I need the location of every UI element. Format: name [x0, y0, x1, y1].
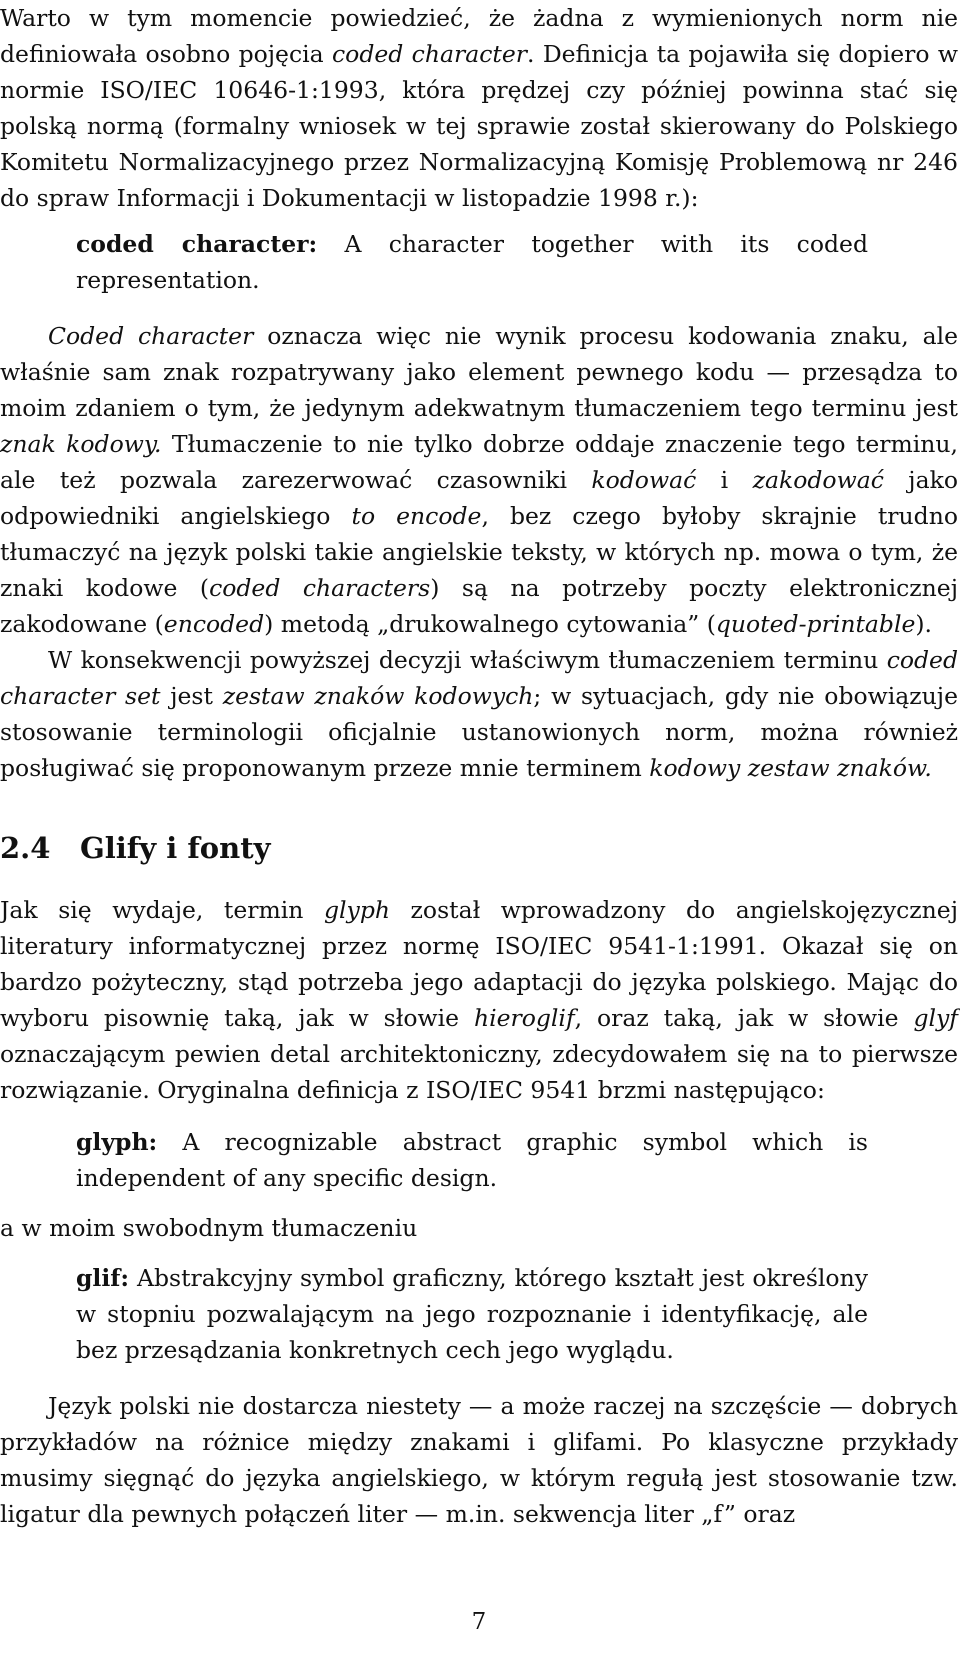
- text-run: i: [696, 466, 753, 494]
- definition-term: glif:: [76, 1264, 130, 1292]
- text-run: . Definicja ta pojawiła się dopiero w normie ISO/IEC 10646-1:1993, która prędzej czy później powinna stać się polską normą (formalny wniosek w tej sprawie został skierowany do Polskiego Komitetu Normalizacyjnego przez Normalizacyjną Komisję Problemową nr 246 do spraw Informacji i Dokumentacji w listopadzie 1998 r.):: [0, 40, 958, 212]
- definition-term: glyph:: [76, 1128, 158, 1156]
- text-run: ).: [915, 610, 933, 638]
- text-run: ) są na potrzeby poczty elektronicznej zakodowane (: [0, 574, 958, 638]
- paragraph-1: [0, 0, 958, 216]
- paragraph-6: Język polski nie dostarcza niestety — a może raczej na szczęście — dobrych przykładów na różnice między znakami i glifami. Po klasyczne przykłady musimy sięgnąć do języka angielskiego, w którym regułą jest stosowanie tzw. ligatur dla pewnych połączeń liter — m.in. sekwencja liter „f” oraz: [0, 1392, 958, 1528]
- paragraph-4: [0, 892, 958, 1108]
- paragraph-5: a w moim swobodnym tłumaczeniu: [0, 1214, 418, 1242]
- emphasis: coded character: [332, 40, 527, 68]
- paragraph-3: [0, 642, 958, 786]
- emphasis: glyf: [913, 1004, 958, 1032]
- text-run: , bez czego byłoby skrajnie trudno tłumaczyć na język polski takie angielskie teksty, w których np. mowa o tym, że znaki kodowe (: [0, 502, 958, 602]
- text-run: Tłumaczenie to nie tylko dobrze oddaje znaczenie tego terminu, ale też pozwala zarezerwować czasowniki: [0, 430, 958, 494]
- emphasis: coded character set: [0, 646, 958, 710]
- text-run: Jak się wydaje, termin: [0, 896, 324, 924]
- text-run: jako odpowiedniki angielskiego: [0, 466, 958, 530]
- definition-text: A recognizable abstract graphic symbol which is independent of any specific design.: [76, 1128, 868, 1192]
- emphasis: Coded character: [48, 322, 254, 350]
- emphasis: glyph: [323, 896, 390, 924]
- emphasis: zestaw znaków kodowych: [222, 682, 534, 710]
- definition-coded-character: [76, 226, 868, 298]
- text-run: Warto w tym momencie powiedzieć, że żadna z wymienionych norm nie definiowała osobno pojęcia: [0, 4, 958, 68]
- text-run: został wprowadzony do angielskojęzycznej literatury informatycznej przez normę ISO/IEC 9541-1:1991. Okazał się on bardzo pożyteczny, stąd potrzeba jego adaptacji do języka polskiego. Mając do wyboru pisownię taką, jak w słowie: [0, 896, 958, 1032]
- definition-term: coded character:: [76, 230, 318, 258]
- definition-glif: [76, 1260, 868, 1368]
- emphasis: coded characters: [209, 574, 431, 602]
- page-number: 7: [471, 1609, 487, 1635]
- section-number: 2.4: [0, 831, 51, 865]
- emphasis: znak kodowy.: [0, 430, 162, 458]
- section-heading: [0, 828, 958, 868]
- text-run: W konsekwencji powyższej decyzji właściwym tłumaczeniem terminu: [48, 646, 887, 674]
- emphasis: hieroglif: [473, 1004, 575, 1032]
- emphasis: quoted-printable: [715, 610, 916, 638]
- section-title: Glify i fonty: [80, 831, 271, 865]
- emphasis: zakodować: [752, 466, 884, 494]
- text-run: oznaczającym pewien detal architektoniczny, zdecydowałem się na to pierwsze rozwiązanie. Oryginalna definicja z ISO/IEC 9541 brzmi następująco:: [0, 1040, 958, 1104]
- paragraph-2: [0, 318, 958, 642]
- emphasis: kodować: [591, 466, 697, 494]
- text-run: oznacza więc nie wynik procesu kodowania znaku, ale właśnie sam znak rozpatrywany jako element pewnego kodu — przesądza to moim zdaniem o tym, że jedynym adekwatnym tłumaczeniem tego terminu jest: [0, 322, 959, 422]
- text-run: , oraz taką, jak w słowie: [574, 1004, 914, 1032]
- definition-text: A character together with its coded representation.: [76, 230, 868, 294]
- emphasis: encoded: [163, 610, 265, 638]
- emphasis: kodowy zestaw znaków.: [649, 754, 932, 782]
- text-run: ; w sytuacjach, gdy nie obowiązuje stosowanie terminologii oficjalnie ustanowionych norm, można również posługiwać się proponowanym przeze mnie terminem: [0, 682, 958, 782]
- definition-glyph: [76, 1124, 868, 1196]
- definition-text: Abstrakcyjny symbol graficzny, którego kształt jest określony w stopniu pozwalającym na jego rozpoznanie i identyfikację, ale bez przesądzania konkretnych cech jego wyglądu.: [76, 1264, 868, 1364]
- text-run: ) metodą „drukowalnego cytowania” (: [264, 610, 716, 638]
- text-run: jest: [160, 682, 223, 710]
- emphasis: to encode: [351, 502, 482, 530]
